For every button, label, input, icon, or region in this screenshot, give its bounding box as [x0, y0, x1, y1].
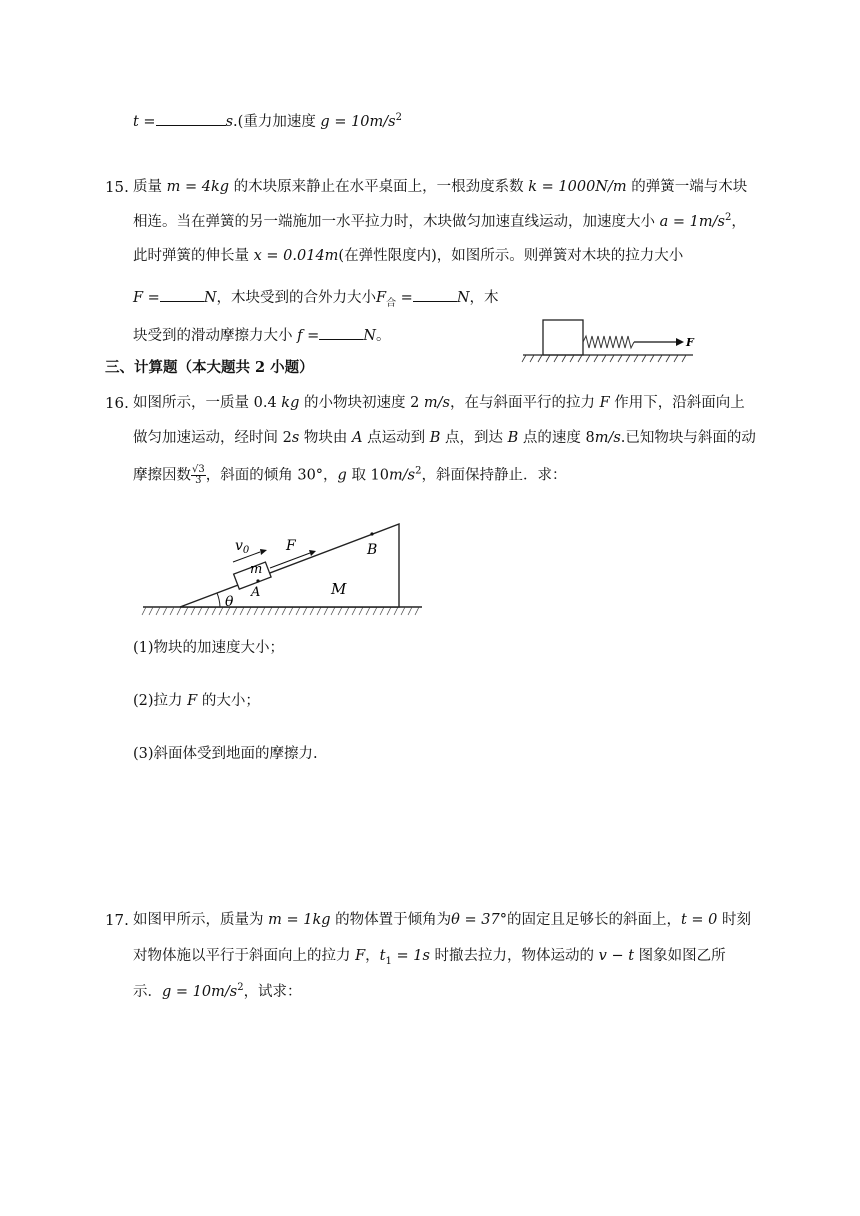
- q15-text: ，: [731, 214, 746, 230]
- vt-symbol: v − t: [598, 948, 635, 964]
- friction-fraction: [191, 465, 206, 486]
- q15-text: (在弹性限度内)，如图所示。则弹簧对木块的拉力大小: [338, 248, 684, 264]
- g-equation: g = 10m/s: [162, 984, 238, 1000]
- square-exponent: 2: [395, 112, 402, 124]
- point-B-dot: [370, 532, 373, 535]
- arrow-head-icon: [676, 338, 684, 346]
- q17-text: 示．: [133, 984, 162, 1000]
- q16-text: 的大小；: [197, 693, 260, 709]
- mass-equation: m = 1kg: [268, 912, 331, 928]
- q17-text: 图象如图乙所: [634, 948, 726, 964]
- force-symbol: F: [187, 693, 198, 709]
- point-B: B: [507, 430, 519, 446]
- q17-line-3: [133, 982, 302, 1002]
- net-subscript: 合: [386, 297, 397, 309]
- point-A: A: [352, 430, 363, 446]
- incline-figure: [140, 518, 430, 624]
- square-exponent: 2: [237, 982, 244, 994]
- q16-text: ，斜面的倾角 30°，: [205, 467, 338, 484]
- F-arrow-head-icon: [309, 550, 316, 556]
- fig-m-label: m: [250, 562, 263, 577]
- f-equation: f =: [297, 328, 320, 344]
- point-B: B: [429, 430, 441, 446]
- fig-M-label: M: [331, 580, 347, 598]
- q15-text: 的木块原来静止在水平桌面上，一根劲度系数: [229, 179, 529, 195]
- q16-text: ，在与斜面平行的拉力: [450, 395, 600, 411]
- q16-text: 点运动到: [362, 430, 430, 446]
- q16-text: (2)拉力: [133, 693, 188, 709]
- q16-number: 16.: [105, 394, 129, 412]
- q15-text: ，木块受到的合外力大小: [216, 290, 377, 306]
- q16-sub-1: (1)物块的加速度大小；: [133, 640, 285, 656]
- fig-theta-label: θ: [225, 594, 234, 610]
- q16-line-3: [133, 465, 566, 486]
- q16-sub-2: [133, 691, 260, 711]
- q17-text: 时撤去拉力，物体运动的: [429, 948, 599, 964]
- square-exponent: 2: [724, 212, 732, 224]
- t1-subscript: 1: [385, 955, 392, 967]
- force-symbol: F: [355, 948, 366, 964]
- q17-text: ，: [365, 948, 380, 964]
- q15-text: 。: [375, 328, 391, 344]
- q16-text: 物块由: [299, 430, 353, 446]
- q16-sub-3: (3)斜面体受到地面的摩擦力.: [133, 746, 318, 762]
- q15-text: 块受到的滑动摩擦力大小: [133, 328, 298, 344]
- q15-text: 的弹簧一端与木块: [626, 179, 748, 195]
- k-equation: k = 1000N/m: [528, 179, 627, 195]
- subscript-zero: 0: [242, 545, 250, 556]
- v-letter: v: [235, 538, 243, 554]
- t0-equation: t = 0: [680, 912, 718, 928]
- unit-ms: m/s: [389, 467, 416, 484]
- theta-equation: θ = 37°: [451, 912, 507, 928]
- q17-text: ，试求：: [243, 984, 302, 1000]
- F-net-symbol: F: [376, 290, 387, 306]
- q16-text: 作用下，沿斜面向上: [609, 395, 745, 411]
- fig-v0-label: [235, 538, 250, 556]
- q17-text: 对物体施以平行于斜面向上的拉力: [133, 948, 356, 964]
- answer-blank-F[interactable]: [160, 287, 204, 302]
- spring: [583, 336, 634, 348]
- g-equation: g = 10m/s: [320, 114, 396, 130]
- unit-ms: m/s: [423, 395, 450, 411]
- t1-equation: = 1s: [391, 948, 430, 964]
- q15-text: =: [396, 290, 413, 306]
- q16-text: 点的速度 8: [518, 430, 595, 446]
- square-exponent: 2: [415, 465, 422, 477]
- unit-N: N: [363, 328, 376, 344]
- q15-text: 质量: [133, 179, 167, 195]
- answer-blank-f[interactable]: [319, 325, 363, 340]
- unit-s: s: [225, 114, 234, 130]
- ground-hatching: [142, 607, 419, 615]
- q15-text: 相连。当在弹簧的另一端施加一水平拉力时，木块做匀加速直线运动，加速度大小: [133, 214, 660, 230]
- t1-symbol: t: [379, 948, 386, 964]
- fraction-numerator: √3: [192, 464, 205, 475]
- g-symbol: g: [337, 467, 347, 484]
- q15-number: 15.: [105, 178, 129, 196]
- mass-equation: m = 4kg: [166, 179, 230, 195]
- q14-tail-line: [133, 111, 402, 132]
- accel-equation: a = 1m/s: [659, 214, 725, 230]
- q16-text: ，斜面保持静止．求：: [421, 467, 567, 484]
- q16-line-2: [133, 428, 756, 448]
- q17-line-2: [133, 946, 726, 966]
- x-equation: x = 0.014m: [253, 248, 339, 264]
- q16-text: 如图所示，一质量 0.4: [133, 395, 282, 411]
- q16-line-1: [133, 393, 745, 413]
- q17-text: 如图甲所示，质量为: [133, 912, 269, 928]
- q16-text: 取 10: [346, 467, 390, 484]
- unit-N: N: [203, 290, 217, 306]
- q15-text: 此时弹簧的伸长量: [133, 248, 254, 264]
- block-spring-figure: [518, 315, 698, 365]
- q15-line-1: [133, 177, 747, 197]
- unit-s: s: [291, 430, 300, 446]
- q15-line-3: [133, 246, 683, 266]
- unit-ms: m/s: [594, 430, 621, 446]
- unit-N: N: [456, 290, 470, 306]
- answer-blank-Fnet[interactable]: [413, 287, 457, 302]
- q16-text: 点，到达: [440, 430, 508, 446]
- fig-force-label: F: [686, 336, 694, 349]
- ground-hatching: [522, 355, 686, 362]
- q16-text: 做匀加速运动，经时间 2: [133, 430, 292, 446]
- t-label: t =: [133, 114, 156, 130]
- q17-text: 的固定且足够长的斜面上，: [506, 912, 681, 928]
- section-heading: 三、计算题（本大题共 2 小题）: [105, 359, 314, 376]
- incline-body: [180, 524, 399, 607]
- q17-text: 时刻: [717, 912, 751, 928]
- v0-arrow-head-icon: [260, 549, 267, 555]
- q17-text: 的物体置于倾角为: [330, 912, 452, 928]
- force-symbol: F: [599, 395, 610, 411]
- wooden-block: [543, 320, 583, 355]
- note-text: .(重力加速度: [233, 114, 321, 130]
- q16-text: 摩擦因数: [133, 467, 191, 484]
- q15-text: ，木: [469, 290, 499, 306]
- q16-text: 的小物块初速度 2: [299, 395, 424, 411]
- unit-kg: kg: [281, 395, 300, 411]
- q17-line-1: [133, 910, 751, 930]
- answer-blank[interactable]: [156, 111, 226, 126]
- fraction-denominator: 3: [195, 475, 202, 486]
- fig-B-label: B: [367, 542, 378, 558]
- fig-F-label: F: [286, 538, 296, 554]
- q16-text: .已知物块与斜面的动: [620, 430, 756, 446]
- q15-line-5: [133, 325, 390, 346]
- q17-number: 17.: [105, 911, 129, 929]
- point-A-dot: [256, 579, 259, 582]
- q15-line-4: [133, 287, 499, 308]
- fig-A-label: A: [251, 585, 261, 600]
- q15-line-2: [133, 212, 746, 232]
- F-equation: F =: [133, 290, 160, 306]
